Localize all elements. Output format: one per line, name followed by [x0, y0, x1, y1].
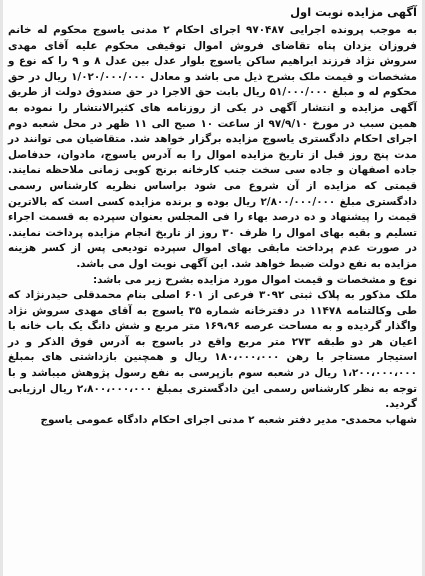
scan-edge-left: [0, 0, 3, 576]
notice-body-paragraph: به موجب پرونده اجرایی ۹۷۰۴۸۷ اجرای احکام ۲ مدنی یاسوج محکوم له خانم فروزان یزدان پناه تقاضای فروش اموال توقیفی محکوم علیه آقای مهدی سروش نژاد فرزند ابراهیم ساکن یاسوج بلوار عدل بین عدل ۸ و ۹ را که نوع و مشخصات و قیمت ملک بشرح ذیل می باشد و معادل ۱/۰۲۰/۰۰۰/۰۰۰ ریال در حق محکوم له و مبلغ ۵۱/۰۰۰/۰۰۰ ریال بابت حق الاجرا در حق صندوق دولت از طریق آگهی مزایده و انتشار آگهی در یکی از روزنامه های کثیرالانتشار را نموده به همین سبب در مورخ ۹۷/۹/۱۰ از ساعت ۱۰ صبح الی ۱۱ ظهر در محل شعبه دوم اجرای احکام دادگستری یاسوج مزایده برگزار خواهد شد. متقاضیان می توانند در مدت پنج روز قبل از تاریخ مزایده اموال را به آدرس یاسوج، مادوان، حدفاصل جاده اصفهان و جاده سی سخت جنب کارخانه برنج کوبی زمانی ملاحظه نمایند. قیمتی که مزایده از آن شروع می شود براساس نظریه کارشناس رسمی دادگستری مبلغ ۲/۸۰۰/۰۰۰/۰۰۰ ریال بوده و برنده مزایده کسی است که بالاترین قیمت را پیشنهاد و ده درصد بهاء را فی المجلس بعنوان سپرده به قسمت اجراء تسلیم و بقیه بهای اموال را ظرف ۳۰ روز از تاریخ انجام مزایده پرداخت نمایند. در صورت عدم پرداخت مابقی بهای اموال سپرده تودیعی پس از کسر هزینه مزایده به نفع دولت ضبط خواهد شد. این آگهی نوبت اول می باشد.: [8, 24, 417, 270]
property-section-heading: نوع و مشخصات و قیمت اموال مورد مزایده بشرح زیر می باشد:: [92, 273, 417, 286]
property-description-paragraph: ملک مذکور به پلاک ثبتی ۳۰۹۲ فرعی از ۶۰۱ اصلی بنام محمدقلی حیدرنژاد که طی وکالتنامه ۱۱۴۷۸ در دفترخانه شماره ۳۵ یاسوج به آقای مهدی سروش نژاد واگذار گردیده و به مساحت عرصه ۱۶۹،۹۶ متر مربع و شش دانگ یک باب خانه با اعیان هر دو طبقه ۲۷۳ متر مربع واقع در یاسوج به آدرس فوق الذکر و در استیجار مستاجر با رهن ۱۸۰،۰۰۰،۰۰۰ ریال و همچنین بازداشتی های بمبلغ ۱،۲۰۰،۰۰۰،۰۰۰ ریال در شعبه سوم بازپرسی به نفع رسول پژوهش میباشد و با توجه به نظر کارشناس رسمی این دادگستری بمبلغ ۲،۸۰۰،۰۰۰،۰۰۰ ریال ارزیابی گردید.: [8, 289, 418, 411]
signature-line: شهاب محمدی- مدیر دفتر شعبه ۲ مدنی اجرای احکام دادگاه عمومی یاسوج: [40, 413, 417, 426]
notice-title: آگهی مزایده نوبت اول: [290, 5, 417, 19]
